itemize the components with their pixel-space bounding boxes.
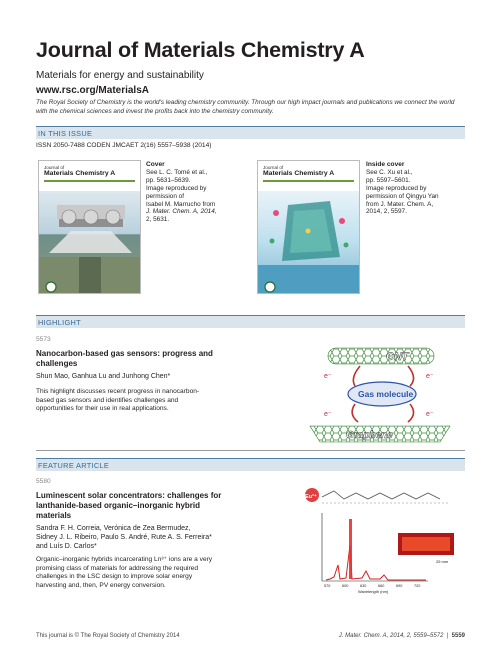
tick-label: 630 <box>360 584 367 588</box>
in-this-issue-band <box>36 126 465 139</box>
feature-figure <box>300 485 465 595</box>
inside-cover-caption: Inside cover See C. Xu et al., pp. 5597–5601. Image reproduced by permission of Qingyu Yan from J. Mater. Chem. A, 2014, 2, 5597. <box>366 161 439 216</box>
feature-page-number[interactable]: 5580 <box>36 478 51 485</box>
tick-label: 570 <box>324 584 331 588</box>
electron-label: e⁻ <box>426 373 434 380</box>
cover-image[interactable] <box>38 160 141 294</box>
inside-cover-heading: Inside cover <box>366 161 405 168</box>
cover-mini-title: Materials Chemistry A <box>44 170 116 177</box>
rsc-intro: The Royal Society of Chemistry is the world's leading chemistry community. Through our high impact journals and publications we connect the world with the chemical sciences and invest the profits back into the chemistry community. <box>36 99 455 115</box>
cover-mini-journal: Journal of <box>44 165 65 170</box>
section-label: HIGHLIGHT <box>38 318 81 327</box>
issn-line: ISSN 2050-7488 CODEN JMCAET 2(16) 5557–5938 (2014) <box>36 142 212 149</box>
feature-abstract: Organic–inorganic hybrids incarcerating Ln³⁺ ions are a very promising class of materials for addressing the required challenges in the LSC design to improve solar energy harvesting and, then, PV energy conversion. <box>36 556 213 589</box>
divider <box>36 450 465 451</box>
footer-page-number: 5559 <box>451 633 465 639</box>
cover-mini-title: Materials Chemistry A <box>263 170 335 177</box>
highlight-figure <box>300 342 460 447</box>
feature-title[interactable]: Luminescent solar concentrators: challenges for lanthanide-based organic–inorganic hybrid materials <box>36 491 222 520</box>
electron-label: e⁻ <box>324 411 332 418</box>
journal-url[interactable]: www.rsc.org/MaterialsA <box>36 85 149 96</box>
tick-label: 720 <box>414 584 421 588</box>
highlight-page-number[interactable]: 5573 <box>36 336 51 343</box>
cover-heading: Cover <box>146 161 165 168</box>
graphene-label: Graphene <box>346 430 393 441</box>
footer-citation: J. Mater. Chem. A, 2014, 2, 5559–5572 | 5559 <box>338 633 465 639</box>
journal-tagline: Materials for energy and sustainability <box>36 70 204 81</box>
cover-caption: Cover See L. C. Tomé et al., pp. 5631–5639. Image reproduced by permission of Isabel M. Marrucho from J. Mater. Chem. A, 2014, 2, 5631. <box>146 161 217 224</box>
electron-label: e⁻ <box>324 373 332 380</box>
feature-article-band <box>36 458 465 471</box>
footer-copyright: This journal is © The Royal Society of Chemistry 2014 <box>36 633 180 639</box>
eu-ion-label: Eu³⁺ <box>305 494 317 500</box>
highlight-band <box>36 315 465 328</box>
journal-title: Journal of Materials Chemistry A <box>36 38 365 62</box>
feature-authors: Sandra F. H. Correia, Verónica de Zea Bermudez, Sidney J. L. Ribeiro, Paulo S. André, Rute A. S. Ferreira* and Luís D. Carlos* <box>36 525 212 550</box>
section-label: FEATURE ARTICLE <box>38 461 110 470</box>
section-label: IN THIS ISSUE <box>38 129 93 138</box>
inside-cover-artwork <box>258 161 360 294</box>
cover-artwork <box>39 161 141 294</box>
cnt-label: CNT <box>386 351 409 363</box>
scale-label: 25 mm <box>436 559 449 564</box>
highlight-authors: Shun Mao, Ganhua Lu and Junhong Chen* <box>36 373 171 380</box>
highlight-title[interactable]: Nanocarbon-based gas sensors: progress and challenges <box>36 349 213 368</box>
cover-mini-journal: Journal of <box>263 165 284 170</box>
gas-molecule-label: Gas molecule <box>358 389 414 399</box>
x-axis-label: Wavelength (nm) <box>358 589 389 594</box>
tick-label: 690 <box>396 584 403 588</box>
inside-cover-image[interactable] <box>257 160 360 294</box>
tick-label: 600 <box>342 584 349 588</box>
tick-label: 660 <box>378 584 385 588</box>
highlight-abstract: This highlight discusses recent progress in nanocarbon- based gas sensors and identifies challenges and opportunities for their use in real applications. <box>36 388 200 413</box>
electron-label: e⁻ <box>426 411 434 418</box>
